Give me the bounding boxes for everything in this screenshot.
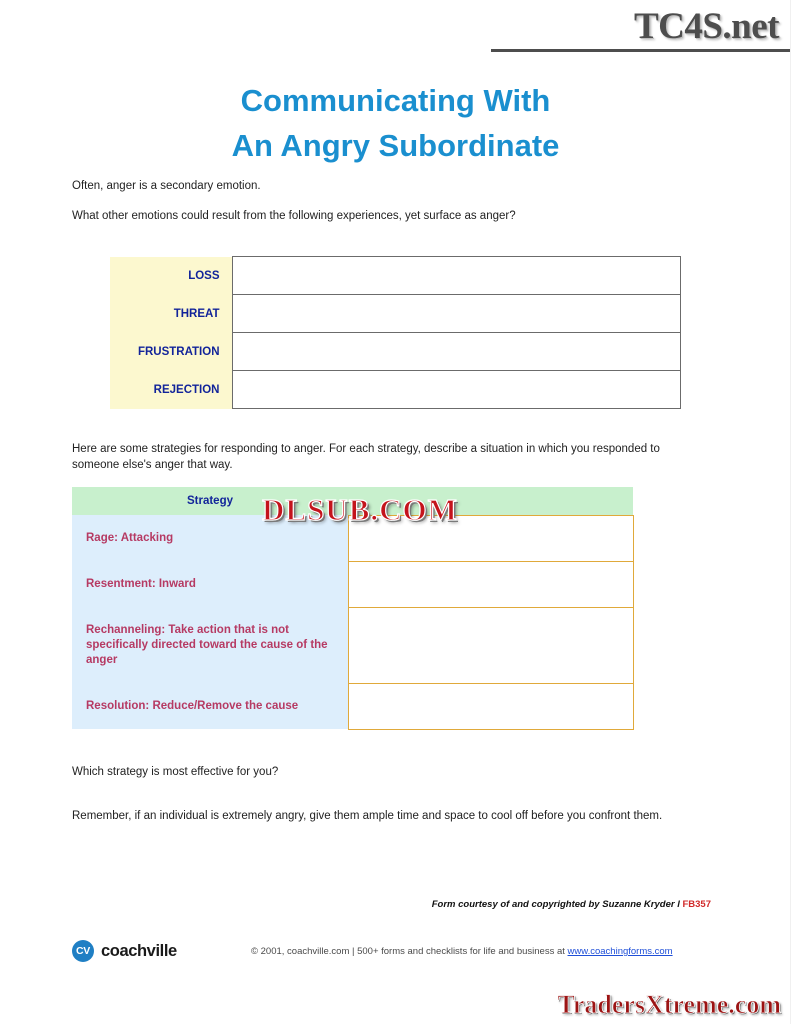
coachingforms-link[interactable]: www.coachingforms.com	[567, 946, 673, 957]
emotion-label-frustration: FRUSTRATION	[110, 333, 232, 371]
page-title-line-1: Communicating With	[240, 83, 551, 118]
strategy-label-rage: Rage: Attacking	[72, 515, 348, 561]
watermark-top-right-text: TC4S.net	[633, 5, 779, 47]
page-title-line-2: An Angry Subordinate	[231, 128, 560, 163]
emotion-answer-rejection[interactable]	[232, 371, 680, 409]
strategy-intro-paragraph: Here are some strategies for responding to anger. For each strategy, describe a situation in which you responded to someone else's anger that way.	[72, 443, 660, 471]
strategy-column-header: Strategy	[72, 487, 348, 515]
footer-copyright	[251, 946, 673, 957]
strategy-answer-rechanneling[interactable]	[348, 607, 633, 683]
coachville-wordmark: coachville	[101, 941, 177, 960]
intro-paragraph-1: Often, anger is a secondary emotion.	[72, 180, 261, 192]
strategy-answer-resolution[interactable]	[348, 683, 633, 729]
courtesy-text: Form courtesy of and copyrighted by Suzanne Kryder l	[431, 899, 683, 910]
page-title	[0, 78, 791, 168]
strategy-label-rechanneling: Rechanneling: Take action that is not specifically directed toward the cause of the anger	[72, 607, 348, 683]
emotion-label-threat: THREAT	[110, 295, 232, 333]
watermark-bottom: TradersXtreme.com	[557, 990, 781, 1019]
strategy-label-resentment: Resentment: Inward	[72, 561, 348, 607]
table-row	[110, 295, 680, 333]
emotion-answer-frustration[interactable]	[232, 333, 680, 371]
strategy-answer-resentment[interactable]	[348, 561, 633, 607]
emotions-table	[110, 256, 681, 409]
table-row	[110, 257, 680, 295]
emotion-answer-loss[interactable]	[232, 257, 680, 295]
table-row	[72, 561, 633, 607]
coachville-badge-icon: CV	[72, 940, 94, 962]
watermark-top-right	[491, 0, 791, 52]
emotion-label-rejection: REJECTION	[110, 371, 232, 409]
watermark-middle: DLSUB.COM	[262, 492, 458, 527]
footer-copyright-text: © 2001, coachville.com | 500+ forms and checklists for life and business at	[251, 946, 568, 957]
table-row	[110, 371, 680, 409]
form-code: FB357	[682, 899, 711, 910]
strategy-label-resolution: Resolution: Reduce/Remove the cause	[72, 683, 348, 729]
emotion-label-loss: LOSS	[110, 257, 232, 295]
closing-question: Which strategy is most effective for you?	[72, 766, 279, 778]
closing-reminder: Remember, if an individual is extremely angry, give them ample time and space to cool off before you confront them.	[72, 810, 663, 822]
emotion-answer-threat[interactable]	[232, 295, 680, 333]
courtesy-line	[432, 899, 711, 910]
table-row	[72, 683, 633, 729]
table-row	[72, 607, 633, 683]
watermark-top-rule	[491, 49, 791, 52]
footer-logo	[72, 940, 177, 962]
intro-paragraph-2: What other emotions could result from the following experiences, yet surface as anger?	[72, 210, 516, 222]
table-row	[110, 333, 680, 371]
